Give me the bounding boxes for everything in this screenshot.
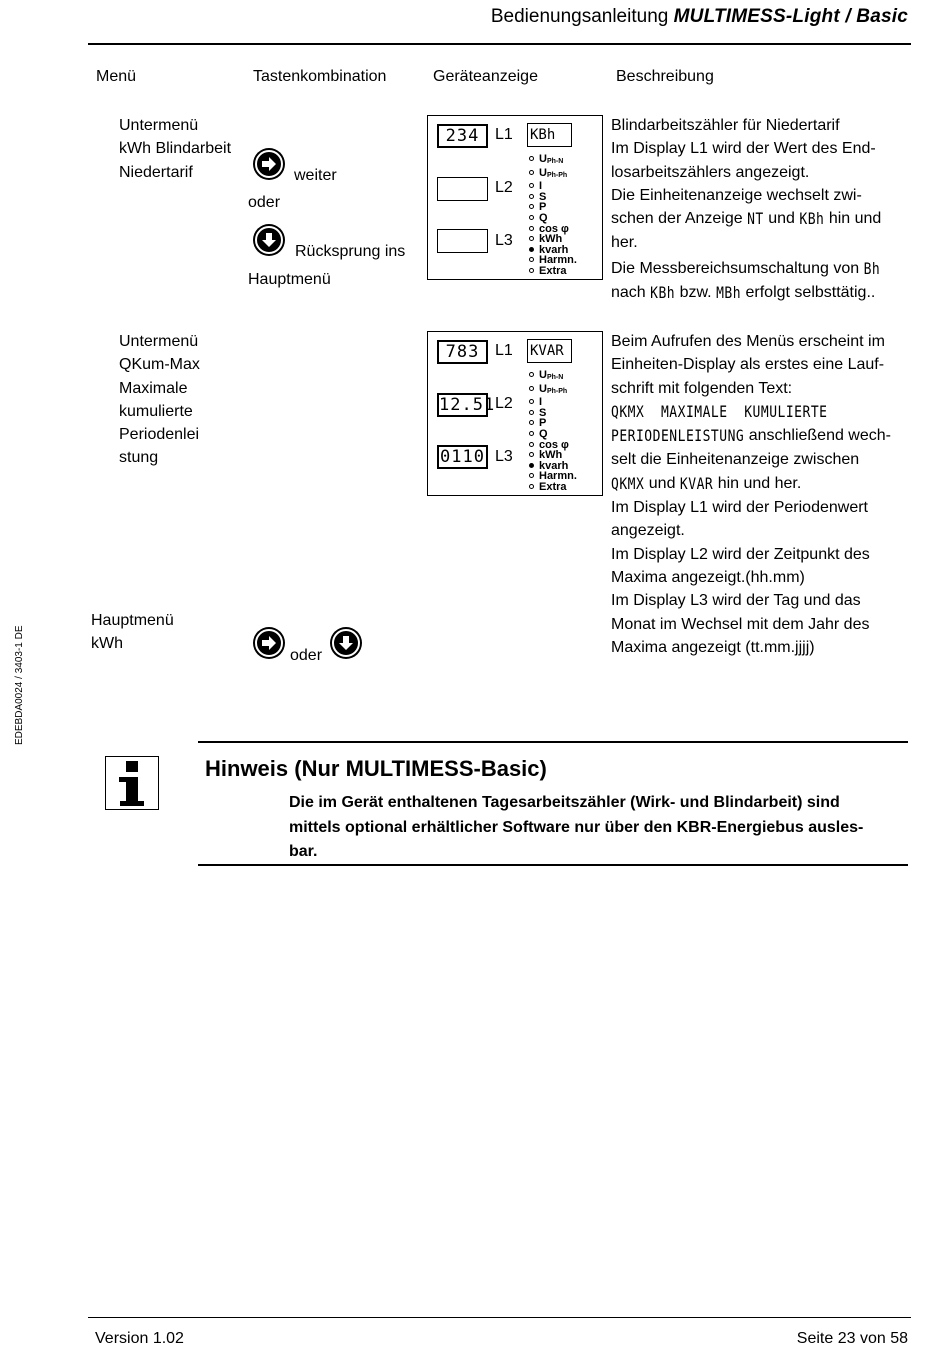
- display-l1: 234: [437, 124, 488, 148]
- indicator-label: S: [539, 406, 547, 419]
- indicator-2: [529, 397, 577, 408]
- indicator-dot-icon: [529, 204, 534, 209]
- indicator-list: [529, 154, 577, 277]
- note-top-rule: [198, 741, 908, 743]
- indicator-label: Q: [539, 211, 548, 224]
- indicator-label: U: [539, 382, 547, 395]
- indicator-dot-icon: [529, 183, 534, 188]
- unit-display: KBh: [527, 123, 572, 147]
- document-code: EDEBDA0024 / 3403-1 DE: [14, 625, 25, 745]
- col-display-heading: Geräteanzeige: [433, 68, 538, 85]
- back-label: Rücksprung ins: [295, 243, 406, 260]
- indicator-sub: Ph-Ph: [546, 387, 568, 395]
- indicator-sub: Ph-Ph: [546, 171, 568, 179]
- label-l1: L1: [495, 342, 513, 359]
- indicator-dot-icon: [529, 386, 534, 391]
- display-l2: 12.51: [439, 395, 496, 415]
- indicator-dot-icon: [529, 399, 534, 404]
- indicator-dot-icon: [529, 431, 534, 436]
- header-product: MULTIMESS-Light / Basic: [673, 6, 908, 27]
- indicator-3: [529, 192, 577, 203]
- next-label: weiter: [294, 167, 337, 184]
- indicator-dot-icon: [529, 268, 534, 273]
- header-prefix: Bedienungsanleitung: [490, 6, 669, 27]
- indicator-label: Q: [539, 427, 548, 440]
- indicator-0: [529, 370, 577, 384]
- info-icon: [105, 756, 159, 810]
- indicator-dot-icon: [529, 226, 534, 231]
- indicator-label: U: [539, 166, 547, 179]
- indicator-label: kWh: [539, 449, 563, 462]
- indicator-dot-icon: [529, 452, 534, 457]
- page-header: [491, 6, 908, 28]
- indicator-label: U: [539, 369, 547, 381]
- footer-rule: [88, 1317, 911, 1318]
- indicator-10: [529, 266, 577, 277]
- row2-menu: Untermenü QKum-Max Maximale kumulierte Periodenlei stung: [119, 333, 200, 467]
- indicator-dot-icon: [529, 442, 534, 447]
- row3-menu: Hauptmenü kWh: [91, 612, 174, 653]
- device-display-panel: [427, 115, 603, 280]
- indicator-dot-icon: [529, 247, 534, 252]
- or-label: oder: [248, 194, 281, 211]
- indicator-dot-icon: [529, 473, 534, 478]
- col-keys-heading: Tastenkombination: [253, 68, 387, 85]
- display-l2: [437, 177, 488, 201]
- note-title: Hinweis (Nur MULTIMESS-Basic): [205, 756, 547, 781]
- indicator-label: cos φ: [539, 438, 569, 451]
- indicator-dot-icon: [529, 170, 534, 175]
- back-button[interactable]: [253, 224, 285, 256]
- indicator-2: [529, 181, 577, 192]
- indicator-label: I: [539, 180, 543, 193]
- label-l2: L2: [495, 179, 513, 196]
- row1-description: Blindarbeitszähler für Niedertarif Im Display L1 wird der Wert des End- losarbeitszählers angezeigt. Die Einheitenanzeige wechselt zwi- schen der Anzeige NT und KBh hin und her. Die Messbereichsumschaltung von Bh nach KBh bzw. MBh erfolgt selbsttätig..: [611, 117, 882, 303]
- indicator-10: [529, 482, 577, 493]
- unit-display: KVAR: [527, 339, 572, 363]
- arrow-right-icon: [260, 634, 278, 652]
- col-menu-heading: Menü: [96, 68, 137, 85]
- footer-page: Seite 23 von 58: [796, 1330, 908, 1347]
- indicator-dot-icon: [529, 236, 534, 241]
- indicator-dot-icon: [529, 420, 534, 425]
- indicator-label: I: [539, 396, 543, 409]
- next-button[interactable]: [253, 148, 285, 180]
- indicator-list: [529, 370, 577, 493]
- indicator-dot-icon: [529, 215, 534, 220]
- indicator-dot-icon: [529, 194, 534, 199]
- indicator-1: [529, 168, 577, 182]
- indicator-label: kWh: [539, 233, 563, 246]
- indicator-label: U: [539, 153, 547, 165]
- indicator-dot-icon: [529, 484, 534, 489]
- indicator-dot-icon: [529, 410, 534, 415]
- indicator-label: Extra: [539, 480, 567, 493]
- device-display-panel-2: [427, 331, 603, 496]
- indicator-label: S: [539, 190, 547, 203]
- indicator-0: [529, 154, 577, 168]
- label-l1: L1: [495, 126, 513, 143]
- indicator-sub: Ph-N: [546, 158, 564, 165]
- header-rule: [88, 43, 911, 45]
- indicator-dot-icon: [529, 257, 534, 262]
- note-bottom-rule: [198, 864, 908, 866]
- indicator-dot-icon: [529, 463, 534, 468]
- display-l3: [437, 229, 488, 253]
- or-label: oder: [290, 647, 323, 664]
- note-text: Die im Gerät enthaltenen Tagesarbeitszähler (Wirk- und Blindarbeit) sind mittels optional erhältlicher Software nur über den KBR-Energiebus ausles- bar.: [289, 794, 864, 860]
- label-l3: L3: [495, 232, 513, 249]
- arrow-right-icon: [260, 155, 278, 173]
- indicator-dot-icon: [529, 156, 534, 161]
- indicator-3: [529, 408, 577, 419]
- indicator-label: kvarh: [539, 459, 569, 472]
- label-l2: L2: [495, 395, 513, 412]
- display-l1: 783: [437, 340, 488, 364]
- next-button[interactable]: [253, 627, 285, 659]
- indicator-1: [529, 384, 577, 398]
- indicator-label: Extra: [539, 264, 567, 277]
- row2-description: Beim Aufrufen des Menüs erscheint im Einheiten-Display als erstes eine Lauf- schrift mit folgenden Text: QKMX MAXIMALE KUMULIERTE PERIODENLEISTUNG anschließend wech- selt die Einheitenanzeige zwischen QKMX und KVAR hin und her. Im Display L1 wird der Periodenwert angezeigt. Im Display L2 wird der Zeitpunkt des Maxima angezeigt.(hh.mm) Im Display L3 wird der Tag und das Monat im Wechsel mit dem Jahr des Maxima angezeigt (tt.mm.jjjj): [611, 333, 891, 656]
- arrow-down-icon: [337, 634, 355, 652]
- indicator-4: [529, 418, 577, 429]
- display-l3: 0110: [437, 445, 488, 469]
- footer-version: Version 1.02: [95, 1330, 184, 1347]
- label-l3: L3: [495, 448, 513, 465]
- col-description-heading: Beschreibung: [616, 68, 714, 85]
- indicator-label: Harmn.: [539, 254, 577, 267]
- row1-menu: Untermenü kWh Blindarbeit Niedertarif: [119, 117, 232, 181]
- indicator-4: [529, 202, 577, 213]
- indicator-sub: Ph-N: [546, 374, 564, 381]
- down-button[interactable]: [330, 627, 362, 659]
- indicator-dot-icon: [529, 372, 534, 377]
- indicator-label: P: [539, 417, 547, 430]
- indicator-label: P: [539, 201, 547, 214]
- indicator-label: kvarh: [539, 243, 569, 256]
- back-label-2: Hauptmenü: [248, 271, 331, 288]
- indicator-label: cos φ: [539, 222, 569, 235]
- arrow-down-icon: [260, 231, 278, 249]
- indicator-label: Harmn.: [539, 470, 577, 483]
